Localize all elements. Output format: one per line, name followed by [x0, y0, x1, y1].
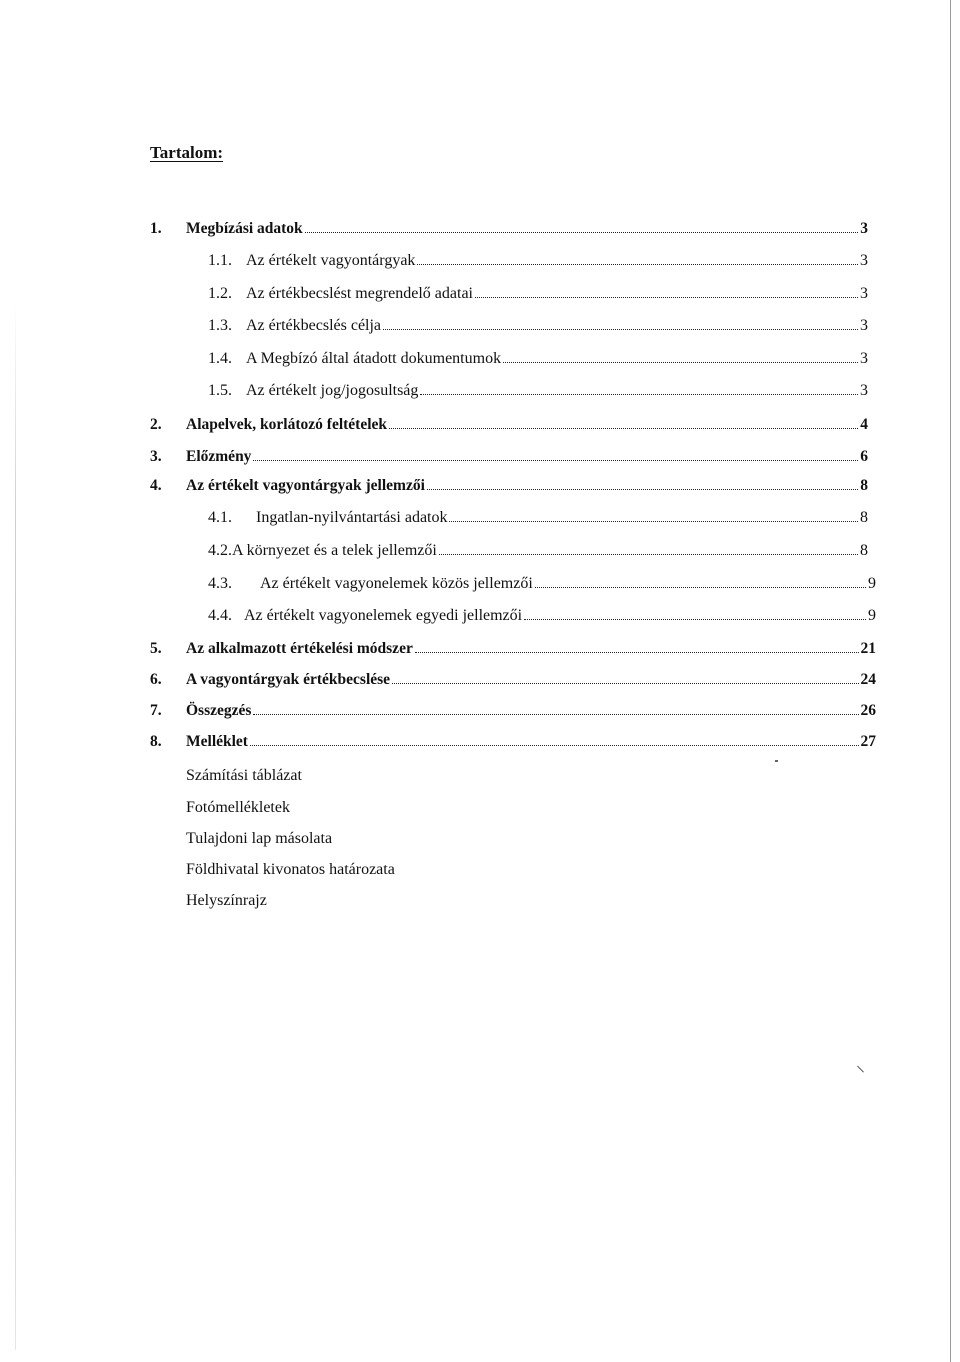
appendix-item: Helyszínrajz — [186, 892, 267, 909]
toc-entry[interactable] — [208, 509, 868, 533]
toc-entry-label: Melléklet — [186, 733, 248, 750]
toc-dot-leader — [250, 744, 859, 746]
toc-dot-leader — [475, 296, 858, 298]
toc-entry-label: Az értékbecslés célja — [246, 317, 382, 334]
toc-entry-label: Az értékelt vagyonelemek közös jellemzői — [260, 575, 533, 592]
toc-entry-number: 1.5. — [208, 382, 232, 399]
toc-entry-label: Az értékelt vagyontárgyak jellemzői — [186, 477, 425, 494]
toc-entry-page: 3 — [860, 350, 868, 367]
toc-entry[interactable] — [150, 448, 868, 472]
toc-dot-leader — [439, 553, 858, 555]
toc-entry-number: 1.3. — [208, 317, 232, 334]
toc-dot-leader — [415, 651, 859, 653]
toc-entry[interactable] — [150, 702, 876, 726]
toc-entry[interactable] — [150, 220, 868, 244]
toc-entry[interactable] — [150, 671, 876, 695]
toc-entry-number: 1.4. — [208, 350, 232, 367]
toc-dot-leader — [535, 586, 866, 588]
toc-dot-leader — [253, 459, 858, 461]
toc-entry-page: 4 — [860, 416, 868, 433]
toc-entry[interactable] — [208, 350, 868, 374]
toc-dot-leader — [420, 393, 858, 395]
toc-entry-number: 6. — [150, 671, 162, 688]
toc-entry-label: Az értékelt vagyonelemek egyedi jellemzői — [244, 607, 523, 624]
scan-speck — [775, 760, 778, 762]
toc-entry-label: Az alkalmazott értékelési módszer — [186, 640, 413, 657]
toc-entry-page: 8 — [860, 509, 868, 526]
toc-entry-number: 7. — [150, 702, 162, 719]
toc-entry-page: 9 — [868, 575, 876, 592]
toc-entry-label: Az értékelt vagyontárgyak — [246, 252, 416, 269]
toc-entry-label: A vagyontárgyak értékbecslése — [186, 671, 391, 688]
toc-entry-label: Előzmény — [186, 448, 252, 465]
toc-entry-number: 2. — [150, 416, 162, 433]
toc-dot-leader — [389, 427, 858, 429]
toc-entry-number: 4.3. — [208, 575, 232, 592]
toc-entry-number: 1.2. — [208, 285, 232, 302]
toc-entry-number: 4. — [150, 477, 162, 494]
toc-entry-page: 6 — [860, 448, 868, 465]
toc-entry[interactable] — [208, 607, 876, 631]
toc-entry-number: 4.4. — [208, 607, 232, 624]
toc-dot-leader — [449, 520, 858, 522]
toc-entry-page: 21 — [860, 640, 876, 657]
toc-entry-page: 3 — [860, 220, 868, 237]
toc-entry-label: Összegzés — [186, 702, 252, 719]
toc-entry[interactable] — [208, 317, 868, 341]
toc-entry-page: 3 — [860, 285, 868, 302]
toc-entry[interactable] — [150, 640, 876, 664]
toc-entry-label: A Megbízó által átadott dokumentumok — [246, 350, 502, 367]
toc-dot-leader — [503, 361, 858, 363]
toc-entry-label: Alapelvek, korlátozó feltételek — [186, 416, 388, 433]
toc-entry[interactable] — [208, 382, 868, 406]
toc-entry[interactable] — [208, 542, 868, 566]
toc-dot-leader — [417, 263, 858, 265]
page-edge-right — [950, 0, 951, 1362]
toc-entry[interactable] — [150, 477, 868, 501]
toc-entry-page: 9 — [868, 607, 876, 624]
toc-dot-leader — [392, 682, 858, 684]
toc-dot-leader — [253, 713, 858, 715]
toc-entry-page: 8 — [860, 477, 868, 494]
toc-title: Tartalom: — [150, 143, 224, 162]
page-edge-left — [15, 300, 16, 1350]
toc-entry-page: 3 — [860, 382, 868, 399]
toc-entry-number: 4.1. — [208, 509, 232, 526]
toc-entry-label: Az értékelt jog/jogosultság — [246, 382, 419, 399]
toc-entry-number: 5. — [150, 640, 162, 657]
toc-dot-leader — [524, 618, 866, 620]
toc-dot-leader — [383, 328, 858, 330]
toc-entry-page: 8 — [860, 542, 868, 559]
toc-dot-leader — [427, 488, 858, 490]
appendix-item: Számítási táblázat — [186, 767, 302, 784]
toc-entry-page: 3 — [860, 252, 868, 269]
appendix-item: Földhivatal kivonatos határozata — [186, 861, 395, 878]
scan-mark: ⸜ — [856, 1055, 865, 1075]
toc-entry-label: Megbízási adatok — [186, 220, 303, 237]
toc-entry-page: 27 — [860, 733, 876, 750]
toc-entry[interactable] — [208, 285, 868, 309]
toc-entry-number: 1.1. — [208, 252, 232, 269]
toc-entry[interactable] — [208, 575, 876, 599]
toc-entry-label: A környezet és a telek jellemzői — [232, 542, 437, 559]
toc-entry[interactable] — [150, 733, 876, 757]
toc-entry-page: 24 — [860, 671, 876, 688]
toc-entry-number: 8. — [150, 733, 162, 750]
toc-entry-number: 3. — [150, 448, 162, 465]
toc-entry-label: Ingatlan-nyilvántartási adatok — [256, 509, 448, 526]
toc-entry-number: 4.2. — [208, 542, 232, 559]
toc-entry-page: 26 — [860, 702, 876, 719]
toc-entry-page: 3 — [860, 317, 868, 334]
toc-dot-leader — [305, 231, 859, 233]
toc-entry[interactable] — [150, 416, 868, 440]
toc-entry-label: Az értékbecslést megrendelő adatai — [246, 285, 473, 302]
toc-entry-number: 1. — [150, 220, 162, 237]
toc-entry[interactable] — [208, 252, 868, 276]
appendix-item: Tulajdoni lap másolata — [186, 830, 333, 847]
appendix-item: Fotómellékletek — [186, 799, 290, 816]
